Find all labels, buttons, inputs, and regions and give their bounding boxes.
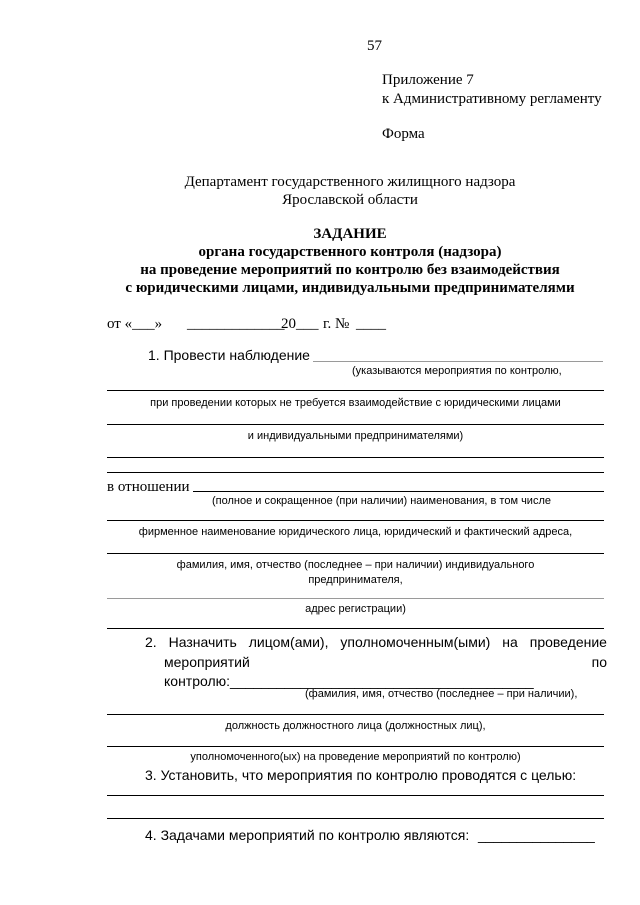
relation-hint2: фирменное наименование юридического лица, юридический и фактический адреса, xyxy=(138,526,573,538)
item2-word: уполномоченным(ыми) xyxy=(340,634,491,650)
item3-line1 xyxy=(107,795,604,796)
item2-word: проведение xyxy=(529,634,607,650)
item2-word: лицом(ами), xyxy=(248,634,329,650)
date-from: от «___» xyxy=(107,316,163,332)
relation-hint3: фамилия, имя, отчество (последнее – при наличии) индивидуального xyxy=(176,559,535,571)
item1-line5 xyxy=(107,472,604,473)
item2-word: на xyxy=(502,634,518,650)
relation-line2 xyxy=(107,520,604,521)
item2-line1 xyxy=(145,633,607,651)
title-line4: с юридическими лицами, индивидуальными предпринимателями xyxy=(125,280,575,296)
item1-hint2: при проведении которых не требуется взаимодействие с юридическими лицами xyxy=(150,397,561,409)
page-number: 57 xyxy=(367,38,382,54)
date-month-blank: _____________ xyxy=(187,316,285,332)
date-number-blank: ____ xyxy=(356,316,386,332)
item1-line4 xyxy=(107,457,604,458)
item2-line2 xyxy=(164,653,607,671)
item2-hint3: уполномоченного(ых) на проведение мероприятий по контролю) xyxy=(190,751,521,763)
appendix-label: Приложение 7 xyxy=(382,72,474,88)
item1-hint1: (указываются мероприятия по контролю, xyxy=(352,365,562,377)
relation-line3 xyxy=(107,553,604,554)
item2-hint1: (фамилия, имя, отчество (последнее – при наличии), xyxy=(305,688,578,700)
relation-hint4: предпринимателя, xyxy=(308,574,403,586)
item4-label: 4. Задачами мероприятий по контролю являются: xyxy=(145,827,470,843)
department-line1: Департамент государственного жилищного надзора xyxy=(184,174,516,190)
title-line3: на проведение мероприятий по контролю без взаимодействия xyxy=(140,262,560,278)
form-label: Форма xyxy=(382,126,425,142)
title-line1: ЗАДАНИЕ xyxy=(313,226,387,242)
item2-number: 2. xyxy=(145,634,157,650)
item1-line3 xyxy=(107,424,604,425)
appendix-to-label: к Административному регламенту xyxy=(382,91,602,107)
item2-line4 xyxy=(107,714,604,715)
relation-fill-line xyxy=(193,491,604,492)
item2-word: Назначить xyxy=(168,634,237,650)
date-number-label: г. № xyxy=(323,316,350,332)
relation-hint5: адрес регистрации) xyxy=(305,603,406,615)
item4-blank: _______________ xyxy=(478,827,595,843)
item2-line5 xyxy=(107,746,604,747)
relation-line5 xyxy=(107,628,604,629)
relation-line4 xyxy=(107,598,604,599)
item1-hint3: и индивидуальными предпринимателями) xyxy=(247,430,464,442)
item3-label: 3. Установить, что мероприятия по контролю проводятся с целью: xyxy=(145,767,577,783)
item3-line2 xyxy=(107,818,604,819)
date-year: 20___ xyxy=(281,316,319,332)
item2-line3: контролю:_______________________________________ xyxy=(164,673,534,689)
item1-line2 xyxy=(107,390,604,391)
department-line2: Ярославской области xyxy=(282,192,418,208)
title-line2: органа государственного контроля (надзора) xyxy=(198,244,502,260)
relation-label: в отношении xyxy=(107,479,190,495)
item2-line2-left: мероприятий xyxy=(164,654,250,670)
item2-hint2: должность должностного лица (должностных лиц), xyxy=(225,720,486,732)
relation-hint1: (полное и сокращенное (при наличии) наименования, в том числе xyxy=(212,495,551,507)
item2-line2-right: по xyxy=(591,654,607,670)
item1-fill-line xyxy=(313,361,603,362)
item1-label: 1. Провести наблюдение xyxy=(148,347,310,363)
